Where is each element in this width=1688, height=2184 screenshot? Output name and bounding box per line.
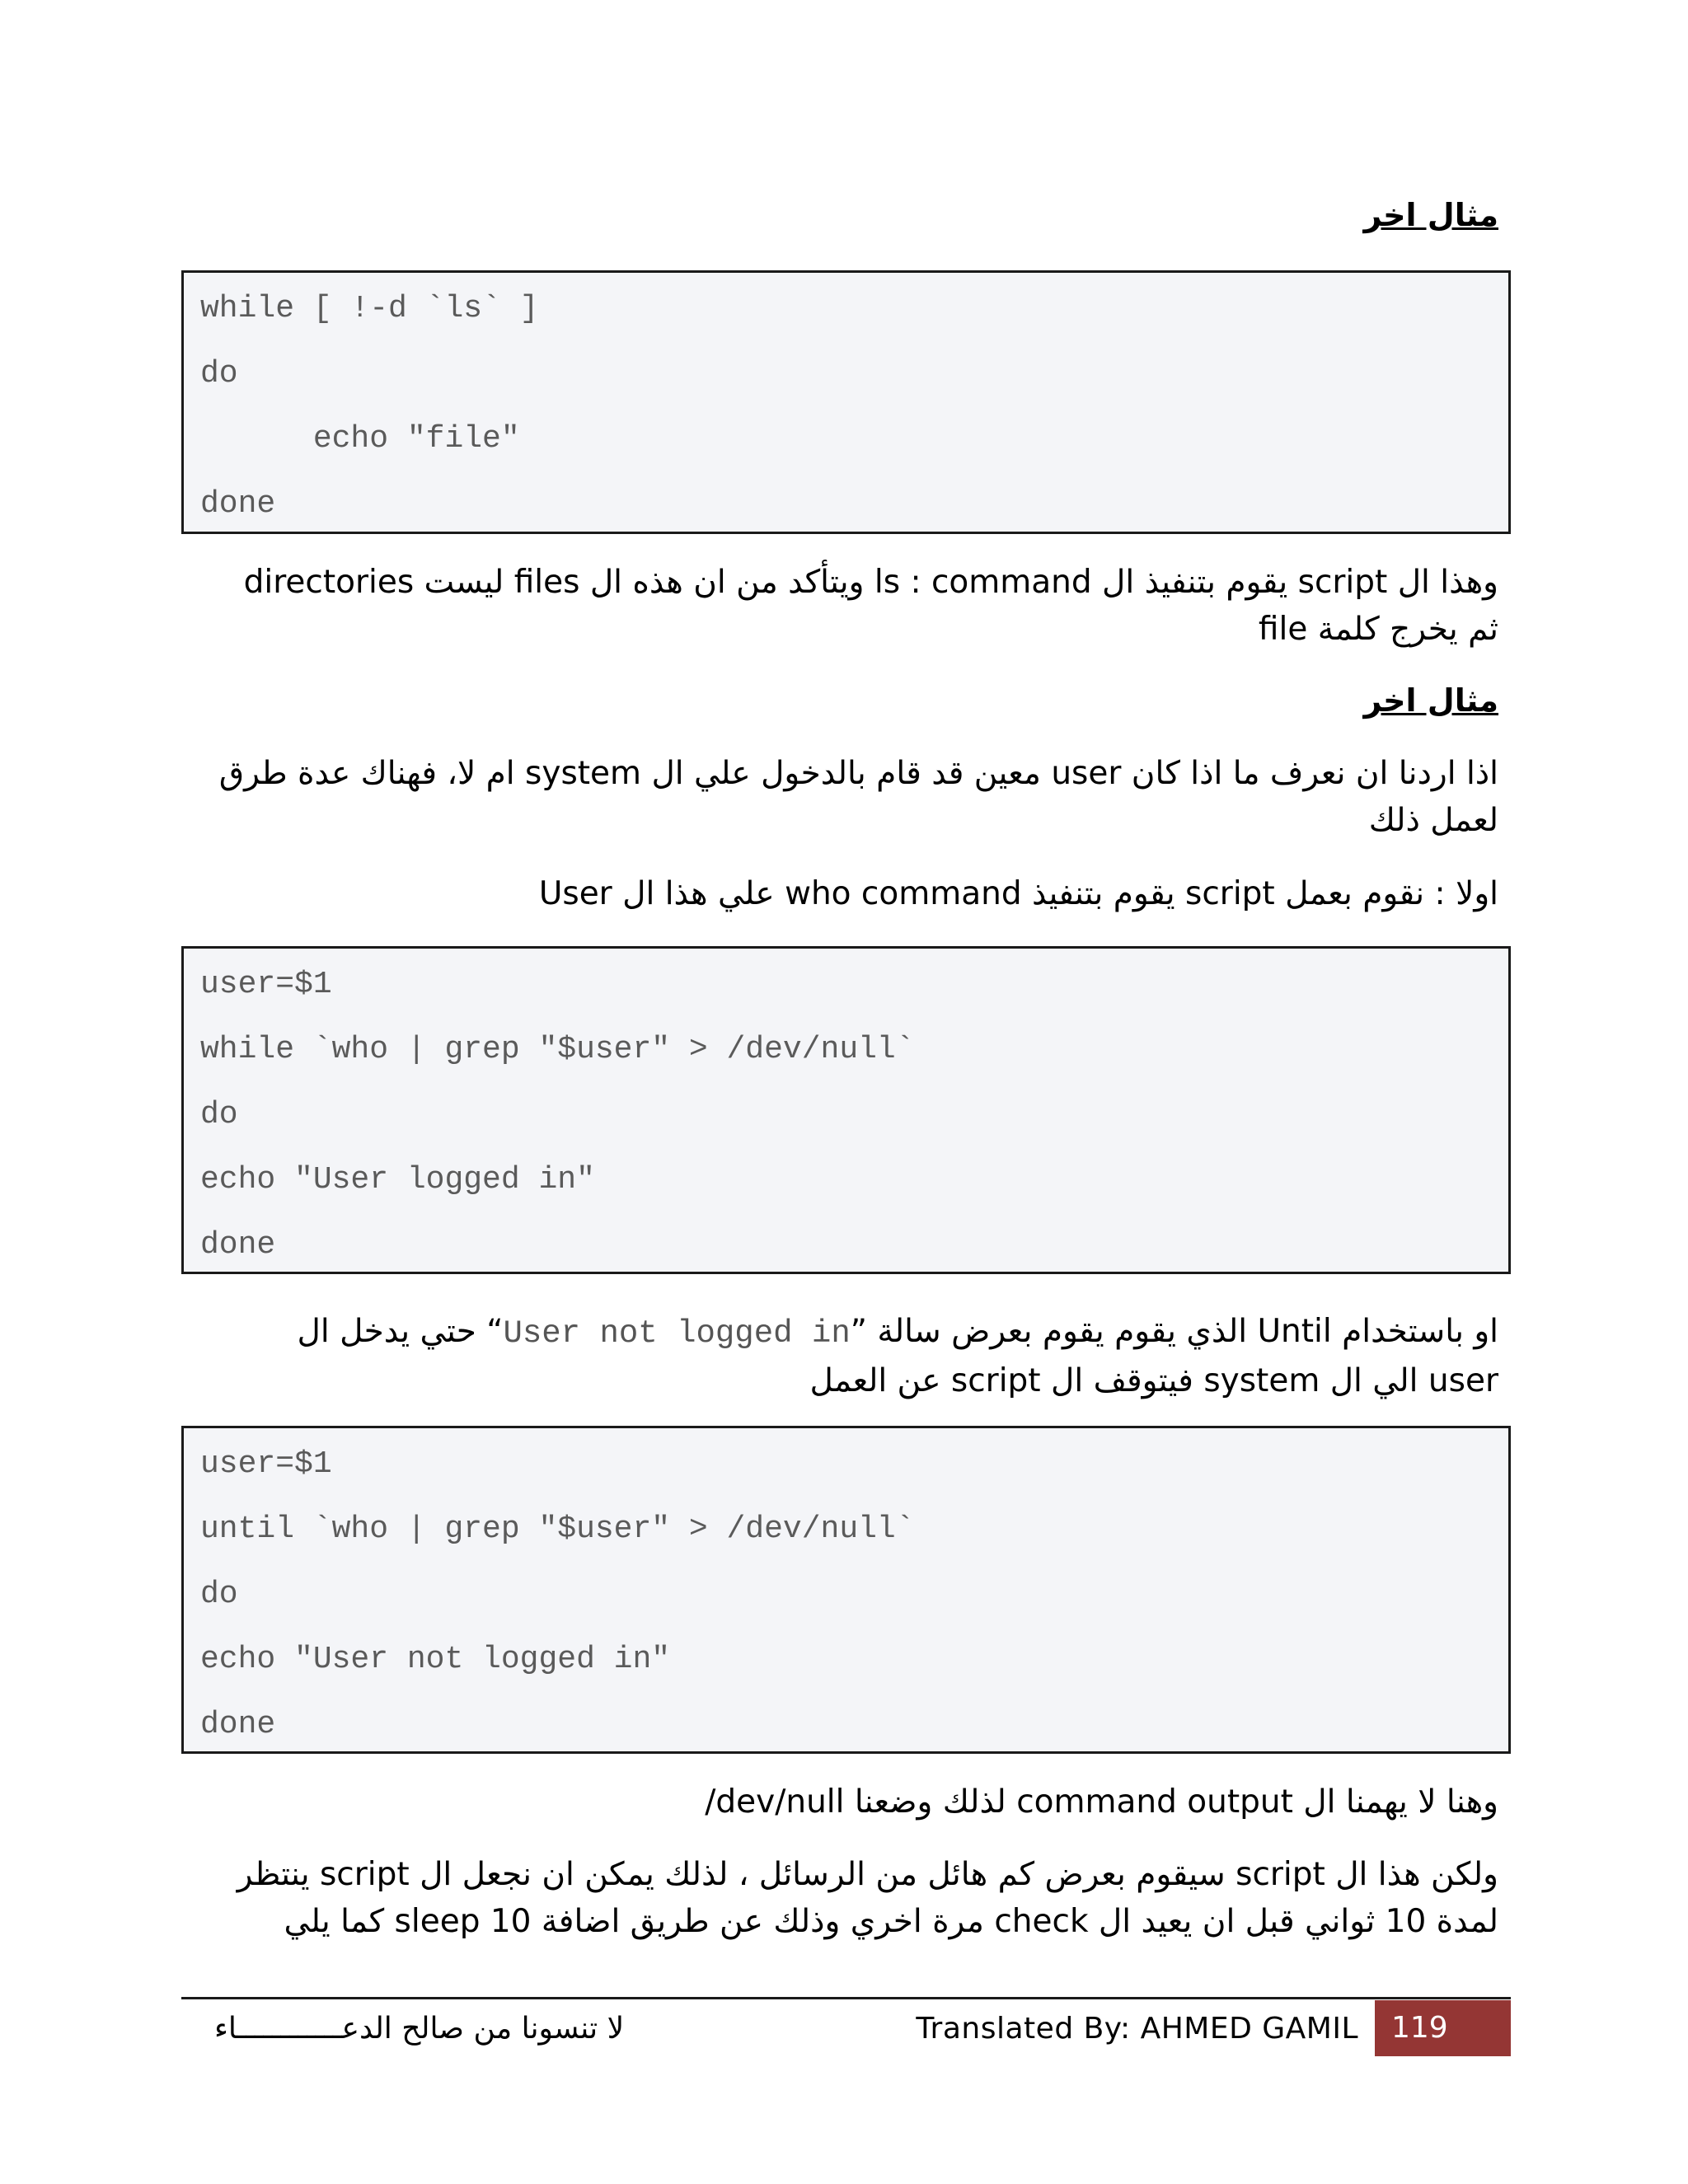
code-block-while-who <box>181 946 1511 1274</box>
paragraph-line: وهذا ال script يقوم بتنفيذ ال ls : command ويتأكد من ان هذه ال files ليست directories <box>243 564 1498 601</box>
footer-dua-text: لا تنسونا من صالح الدعــــــــــــاء <box>214 2012 625 2046</box>
section-heading: مثال اخر <box>1363 197 1498 233</box>
code-line: user=$1 <box>200 1446 332 1482</box>
paragraph-sleep-intro <box>206 1851 1498 1945</box>
code-line: echo "file" <box>200 421 520 457</box>
inline-code: User not logged in <box>503 1315 851 1352</box>
paragraph-line: ثم يخرج كلمة file <box>1258 611 1498 648</box>
paragraph-line: لمدة 10 ثواني قبل ان يعيد ال check مرة اخري وذلك عن طريق اضافة 10 sleep كما يلي <box>284 1903 1498 1940</box>
paragraph-line: اولا : نقوم بعمل script يقوم بتنفيذ who command علي هذا ال User <box>538 875 1498 912</box>
code-line: done <box>200 1227 276 1263</box>
page-number-badge <box>1375 2000 1511 2056</box>
code-line: while `who | grep "$user" > /dev/null` <box>200 1032 915 1067</box>
code-line: done <box>200 1707 276 1742</box>
paragraph-ls-explanation <box>206 559 1498 653</box>
code-line: do <box>200 1097 238 1132</box>
code-line: do <box>200 1577 238 1612</box>
code-line: done <box>200 486 276 522</box>
code-block-while-ls <box>181 270 1511 534</box>
paragraph-line <box>206 1308 1498 1357</box>
paragraph-who-command <box>206 870 1498 917</box>
paragraph-line: اذا اردنا ان نعرف ما اذا كان user معين قد قام بالدخول علي ال system ام لا، فهناك عدة طرق <box>218 755 1498 792</box>
paragraph-text: او باستخدام Until الذي يقوم يقوم بعرض سالة ” <box>850 1313 1498 1350</box>
paragraph-dev-null <box>206 1779 1498 1825</box>
footer-divider <box>181 1997 1511 1999</box>
paragraph-line: user الي ال system فيتوقف ال script عن العمل <box>809 1362 1498 1399</box>
code-line: until `who | grep "$user" > /dev/null` <box>200 1511 915 1547</box>
paragraph-text: “ حتي يدخل ال <box>297 1313 504 1350</box>
paragraph-line: ولكن هذا ال script سيقوم بعرض كم هائل من الرسائل ، لذلك يمكن ان نجعل ال script ينتظر <box>237 1856 1498 1893</box>
code-line: do <box>200 356 238 391</box>
code-line: user=$1 <box>200 967 332 1002</box>
page-number: 119 <box>1391 2011 1448 2045</box>
code-line: echo "User not logged in" <box>200 1642 671 1677</box>
code-line: while [ !-d `ls` ] <box>200 291 539 326</box>
code-line: echo "User logged in" <box>200 1162 595 1197</box>
paragraph-until-explanation <box>206 1308 1498 1404</box>
section-heading: مثال اخر <box>1363 682 1498 719</box>
paragraph-line: لعمل ذلك <box>1368 802 1498 839</box>
paragraph-user-check-intro <box>206 750 1498 844</box>
code-block-until-who <box>181 1426 1511 1754</box>
footer-credit: Translated By: AHMED GAMIL <box>916 2012 1358 2046</box>
paragraph-line: وهنا لا يهمنا ال command output لذلك وضعنا dev/null/ <box>705 1783 1498 1821</box>
